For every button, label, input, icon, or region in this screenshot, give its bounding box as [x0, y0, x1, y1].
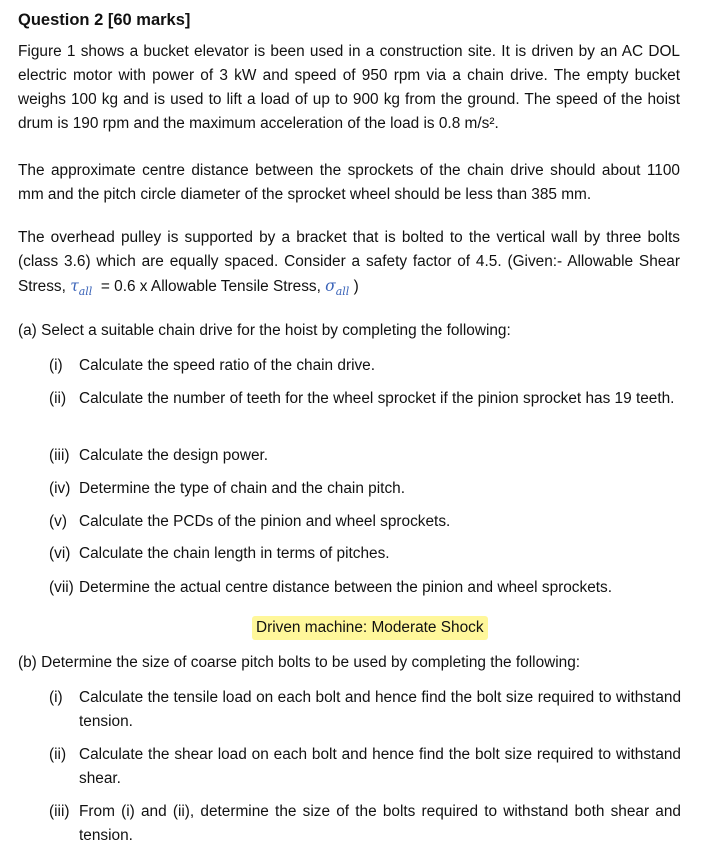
part-a-item: (iii) Calculate the design power. [49, 447, 269, 464]
paragraph-elevator-description: Figure 1 shows a bucket elevator is been used in a construction site. It is driven by an AC DOL electric motor with power of 3 kW and speed of 950 rpm via a chain drive. The empty bucket weighs 100 kg and is used to lift a load of up to 900 kg from the ground. The speed of the hoist drum is 190 rpm and the maximum acceleration of the load is 0.8 m/s². [18, 43, 680, 132]
part-b-heading: (b) Determine the size of coarse pitch bolts to be used by completing the following: [18, 654, 581, 671]
part-a-item: (vi) Calculate the chain length in terms of pitches. [49, 545, 390, 562]
paragraph-centre-distance: The approximate centre distance between the sprockets of the chain drive should about 1100 mm and the pitch circle diameter of the sprocket wheel should be less than 385 mm. [18, 162, 680, 203]
part-a-item: (ii) Calculate the number of teeth for the wheel sprocket if the pinion sprocket has 19 teeth. [49, 390, 675, 407]
bracket-text-2: = 0.6 x Allowable Tensile Stress, [100, 278, 321, 295]
question-title: Question 2 [60 marks] [18, 11, 191, 29]
part-b-item: (iii) From (i) and (ii), determine the size of the bolts required to withstand both shear and tension. [49, 803, 681, 844]
bracket-text-1: The overhead pulley is supported by a bracket that is bolted to the vertical wall by three bolts (class 3.6) which are equally spaced. Consider a safety factor of 4.5. (Given:- Allowable Shear Stress, [18, 229, 680, 295]
paragraph-bracket-bolts [18, 226, 680, 304]
part-a-item: (i) Calculate the speed ratio of the chain drive. [49, 357, 376, 374]
sigma-symbol: $\sigma_{all}$ [325, 277, 350, 299]
bracket-text-3: ) [353, 278, 359, 295]
driven-machine-highlight: Driven machine: Moderate Shock [252, 616, 488, 640]
tau-symbol: $\tau_{all}$ [70, 277, 93, 299]
part-a-item: (iv) Determine the type of chain and the chain pitch. [49, 480, 405, 497]
part-b-item: (i) Calculate the tensile load on each bolt and hence find the bolt size required to withstand tension. [49, 689, 681, 730]
part-a-item: (v) Calculate the PCDs of the pinion and wheel sprockets. [49, 513, 451, 530]
part-a-heading: (a) Select a suitable chain drive for the hoist by completing the following: [18, 322, 511, 339]
part-a-item: (vii) Determine the actual centre distance between the pinion and wheel sprockets. [49, 579, 613, 596]
part-b-item: (ii) Calculate the shear load on each bolt and hence find the bolt size required to withstand shear. [49, 746, 681, 787]
